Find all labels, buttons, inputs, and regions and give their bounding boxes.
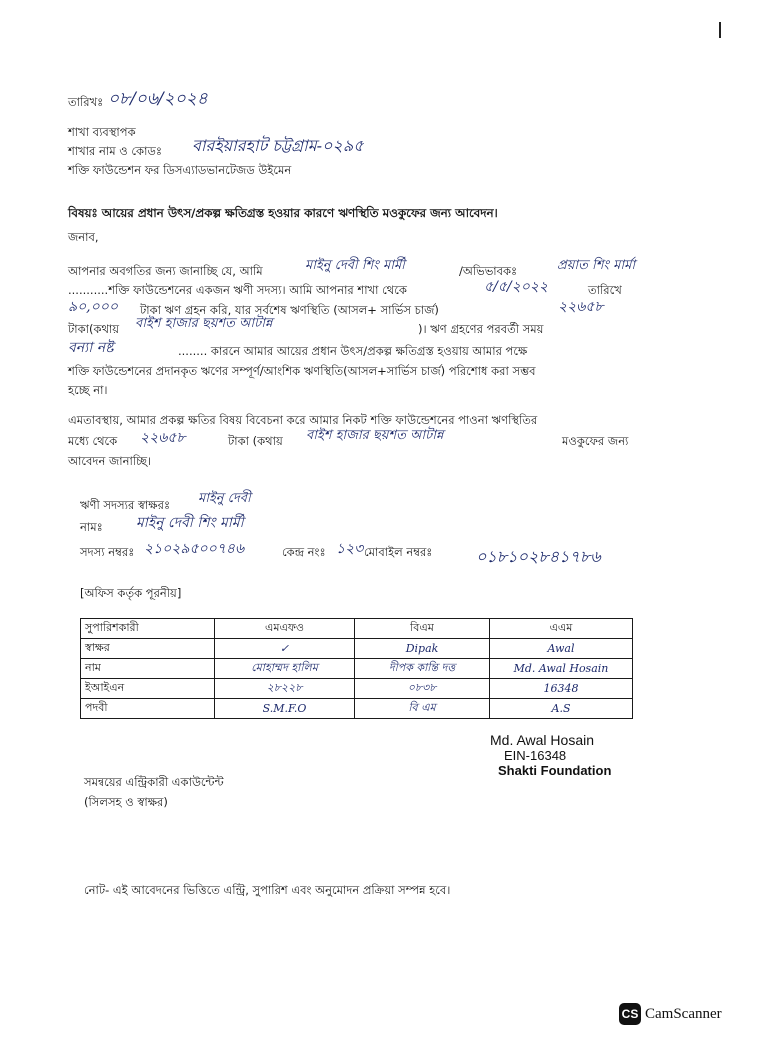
table-cell: Awal xyxy=(490,639,633,659)
para1-line5-text: ........ কারনে আমার আয়ের প্রধান উৎস/প্রকল্প ক্ষতিগ্রস্ত হওয়ায় আমার পক্ষে xyxy=(178,344,528,358)
member-name-value: মাইনু দেবী শিং মার্মী xyxy=(136,515,244,531)
para2-taka-label: টাকা (কথায় xyxy=(228,434,283,448)
table-cell: ০৮৩৮ xyxy=(355,679,490,699)
table-header-row xyxy=(81,619,633,639)
footer-note: নোট- এই আবেদনের ভিত্তিতে এন্ট্রি, সুপারিশ এবং অনুমোদন প্রক্রিয়া সম্পন্ন হবে। xyxy=(84,883,451,897)
center-value: ১২৩ xyxy=(336,541,364,557)
para2-line1-text: এমতাবস্থায়, আমার প্রকল্প ক্ষতির বিষয় বিবেচনা করে আমার নিকট শক্তি ফাউন্ডেশনের পাওনা ঋণস্থিতির xyxy=(68,413,538,427)
loan-amount-handwritten: ৯০,০০০ xyxy=(68,299,118,315)
org-line: শক্তি ফাউন্ডেশন ফর ডিসএ্যাডভানটেজড উইমেন xyxy=(68,163,292,177)
row-label: নাম xyxy=(81,659,215,679)
guardian-label: /অভিভাবকঃ xyxy=(459,264,518,278)
para2-line2-text: মধ্যে থেকে xyxy=(68,434,118,448)
row-label: পদবী xyxy=(81,699,215,719)
table-cell: ✓ xyxy=(215,639,355,659)
date-label: তারিখঃ xyxy=(68,95,104,109)
stamp-org: Shakti Foundation xyxy=(498,763,612,778)
member-no-value: ২১০২৯৫০০৭৪৬ xyxy=(144,541,245,557)
para1-line4-text: টাকা(কথায় xyxy=(68,322,120,336)
page-edge-mark xyxy=(719,22,721,38)
para1-line7-text: হচ্ছে না। xyxy=(68,383,108,397)
balance-words-handwritten: বাইশ হাজার ছয়শত আটান্ন xyxy=(135,316,273,331)
waiver-words-handwritten: বাইশ হাজার ছয়শত আটান্ন xyxy=(306,428,444,443)
table-header-cell: সুপারিশকারী xyxy=(81,619,215,639)
para2-line3-text: আবেদন জানাচ্ছি। xyxy=(68,454,152,468)
table-cell: দীপক কান্তি দত্ত xyxy=(355,659,490,679)
official-stamp xyxy=(490,733,611,778)
table-cell: বি এম xyxy=(355,699,490,719)
para1-line6-text: শক্তি ফাউন্ডেশনের প্রদানকৃত ঋণের সম্পূর্ণ/আংশিক ঋণস্থিতি(আসল+সার্ভিস চার্জ) পরিশোধ করা সম্ভব xyxy=(68,364,536,378)
row-label: ইআইএন xyxy=(81,679,215,699)
subject-line: বিষয়ঃ আয়ের প্রধান উৎস/প্রকল্প ক্ষতিগ্রস্ত হওয়ার কারণে ঋণস্থিতি মওকুফের জন্য আবেদন। xyxy=(68,206,498,220)
center-label: কেন্দ্র নংঃ xyxy=(282,545,326,559)
camscanner-logo-icon: CS xyxy=(619,1003,641,1025)
table-cell: Dipak xyxy=(355,639,490,659)
para1-line4-tail: )। ঋণ গ্রহণের পরবর্তী সময় xyxy=(418,322,544,336)
member-no-label: সদস্য নম্বরঃ xyxy=(80,545,135,559)
date-value: ০৮/০৬/২০২৪ xyxy=(108,89,208,109)
para1-line3-text: টাকা ঋণ গ্রহন করি, যার সর্বশেষ ঋণস্থিতি (আসল+ সার্ভিস চার্জ) xyxy=(140,303,439,317)
mobile-value: ০১৮১০২৮৪১৭৮৬ xyxy=(476,547,601,566)
camscanner-watermark xyxy=(619,1003,722,1025)
office-use-heading: [অফিস কর্তৃক পূরনীয়] xyxy=(80,586,182,600)
table-cell: 16348 xyxy=(490,679,633,699)
table-row xyxy=(81,639,633,659)
salutation: জনাব, xyxy=(68,230,99,244)
seal-signature-label: (সিলসহ ও স্বাক্ষর) xyxy=(84,795,168,809)
manager-line: শাখা ব্যবস্থাপক xyxy=(68,125,136,139)
stamp-ein: EIN-16348 xyxy=(504,748,567,763)
table-cell: Md. Awal Hosain xyxy=(490,659,633,679)
applicant-name-handwritten: মাইনু দেবী শিং মার্মী xyxy=(305,258,405,273)
table-cell: মোহাম্মদ হালিম xyxy=(215,659,355,679)
recommendation-table xyxy=(80,618,633,719)
table-cell: ২৮২২৮ xyxy=(215,679,355,699)
table-cell: A.S xyxy=(490,699,633,719)
mobile-label: মোবাইল নম্বরঃ xyxy=(364,545,433,559)
table-header-cell: বিএম xyxy=(355,619,490,639)
member-name-label: নামঃ xyxy=(80,520,103,534)
date-suffix: তারিখে xyxy=(588,283,622,297)
balance-handwritten: ২২৬৫৮ xyxy=(558,299,604,315)
para1-line1-text: আপনার অবগতির জন্য জানাচ্ছি যে, আমি xyxy=(68,264,263,278)
row-label: স্বাক্ষর xyxy=(81,639,215,659)
accountant-label: সমন্বয়ের এন্ট্রিকারী একাউন্টেন্ট xyxy=(84,775,224,789)
branch-label: শাখার নাম ও কোডঃ xyxy=(68,144,163,158)
table-row xyxy=(81,699,633,719)
table-row xyxy=(81,679,633,699)
table-header-cell: এমএফও xyxy=(215,619,355,639)
table-cell: S.M.F.O xyxy=(215,699,355,719)
para1-line2-text: ...........শক্তি ফাউন্ডেশনের একজন ঋণী সদস্য। আমি আপনার শাখা থেকে xyxy=(68,283,407,297)
waiver-amount-handwritten: ২২৬৫৮ xyxy=(140,430,186,446)
camscanner-text: CamScanner xyxy=(645,1005,722,1022)
stamp-name: Md. Awal Hosain xyxy=(490,732,595,748)
guardian-name-handwritten: প্রয়াত শিং মার্মা xyxy=(557,258,636,273)
para2-line2-tail: মওকুফের জন্য xyxy=(562,434,629,448)
table-row xyxy=(81,659,633,679)
branch-value: বারইয়ারহাট চট্টগ্রাম-০২৯৫ xyxy=(192,136,364,155)
member-signature: মাইনু দেবী xyxy=(198,491,251,506)
loan-date-handwritten: ৫/৫/২০২২ xyxy=(484,279,549,295)
reason-handwritten: বন্যা নষ্ট xyxy=(68,340,114,356)
member-sign-label: ঋণী সদস্যর স্বাক্ষরঃ xyxy=(80,498,171,512)
table-header-cell: এএম xyxy=(490,619,633,639)
